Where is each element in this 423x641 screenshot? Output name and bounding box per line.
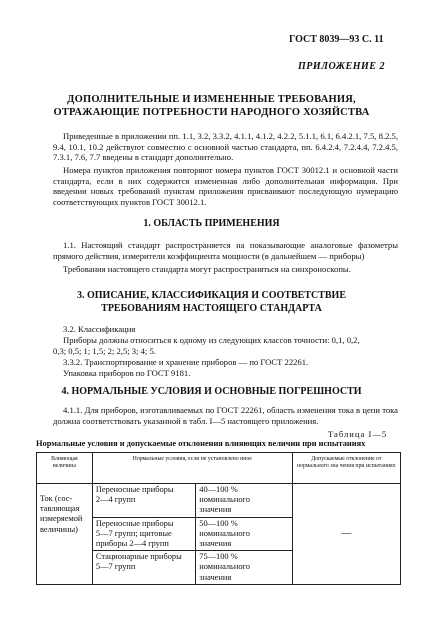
doc-title-line-2: ОТРАЖАЮЩИЕ ПОТРЕБНОСТИ НАРОДНОГО ХОЗЯЙСТВА — [53, 107, 370, 118]
section-1-paragraph-1: 1.1. Настоящий стандарт распространяется на показывающие аналоговые фазометры прямого действия, измерители коэффициента мощности (в дальнейшем — приборы) — [53, 240, 398, 261]
section-3-accuracy-classes: Приборы должны относиться к одному из следующих классов точности: 0,1, 0,2, — [63, 335, 360, 345]
deviation-cell: — — [292, 484, 400, 585]
section-3-packaging: Упаковка приборов по ГОСТ 9181. — [63, 368, 191, 378]
section-4-paragraph: 4.1.1. Для приборов, изготавливаемых по ГОСТ 22261, область изменения тока в цепи тока должна соответствовать указанной в табл. I—5 настоящего приложения. — [53, 405, 398, 426]
section-1-paragraph-2: Требования настоящего стандарта могут распространяться на синхроноскопы. — [63, 264, 351, 274]
header-deviation: Допускаемые отклонение от нормального зна чения при испытаниях — [292, 453, 400, 484]
section-3-accuracy-values: 0,3; 0,5; 1; 1,5; 2; 2,5; 3; 4; 5. — [53, 346, 156, 356]
page-header-gost: ГОСТ 8039—93 С. 11 — [289, 34, 384, 45]
section-3-transport: 3.3.2. Транспортирование и хранение приборов — по ГОСТ 22261. — [63, 357, 309, 367]
appendix-label: ПРИЛОЖЕНИЕ 2 — [298, 61, 385, 72]
condition-cell: Переносные приборы 5—7 групп; щитовые приборы 2—4 групп — [92, 517, 195, 551]
section-3-title-line-1: 3. ОПИСАНИЕ, КЛАССИФИКАЦИЯ И СООТВЕТСТВИЕ — [76, 290, 347, 301]
table-label: Таблица I—5 — [328, 429, 388, 439]
table-caption: Нормальные условия и допускаемые отклонения влияющих величин при испытаниях — [36, 439, 366, 448]
header-conditions: Нормальные условия, если не установлено иное — [92, 453, 292, 484]
table-row — [37, 484, 401, 518]
intro-paragraph-1: Приведенные в приложении пп. 1.1, 3.2, 3.3.2, 4.1.1, 4.1.2, 4.2.2, 5.1.1, 6.1, 6.4.2.1, 7.5, 8.2.5, 9.4, 10.1, 10.2 действуют совместно с основной частью стандарта, пп. 6.4.2.4, 7.2.4.4, 7.2.4.5, 7.3.1, 7.6, 7.7 введены в стандарт дополнительно. — [53, 131, 398, 163]
value-cell: 75—100 % номинального значения — [196, 551, 292, 585]
section-3-classification: 3.2. Классификация — [63, 324, 136, 334]
value-cell: 50—100 % номинального значения — [196, 517, 292, 551]
conditions-table — [36, 452, 401, 585]
quantity-cell: Ток (сос- тавляющая измеряемой величины) — [37, 484, 93, 585]
header-quantity: Влияющая величина — [37, 453, 93, 484]
section-1-title: 1. ОБЛАСТЬ ПРИМЕНЕНИЯ — [143, 218, 280, 229]
doc-title-line-1: ДОПОЛНИТЕЛЬНЫЕ И ИЗМЕНЕННЫЕ ТРЕБОВАНИЯ, — [67, 94, 356, 105]
section-3-title-line-2: ТРЕБОВАНИЯМ НАСТОЯЩЕГО СТАНДАРТА — [101, 303, 322, 314]
condition-cell: Переносные приборы 2—4 групп — [92, 484, 195, 518]
table-header-row — [37, 453, 401, 484]
value-cell: 40—100 % номинального значения — [196, 484, 292, 518]
section-4-title: 4. НОРМАЛЬНЫЕ УСЛОВИЯ И ОСНОВНЫЕ ПОГРЕШНОСТИ — [61, 386, 362, 397]
intro-paragraph-2: Номера пунктов приложения повторяют номера пунктов ГОСТ 30012.1 и основной части стандарта, если в них содержится измененная либо дополнительная информация. При введении новых требований пунктам приложения присваивают последующую нумерацию соответствующих пунктов ГОСТ 30012.1. — [53, 165, 398, 207]
condition-cell: Стационарные приборы 5—7 групп — [92, 551, 195, 585]
